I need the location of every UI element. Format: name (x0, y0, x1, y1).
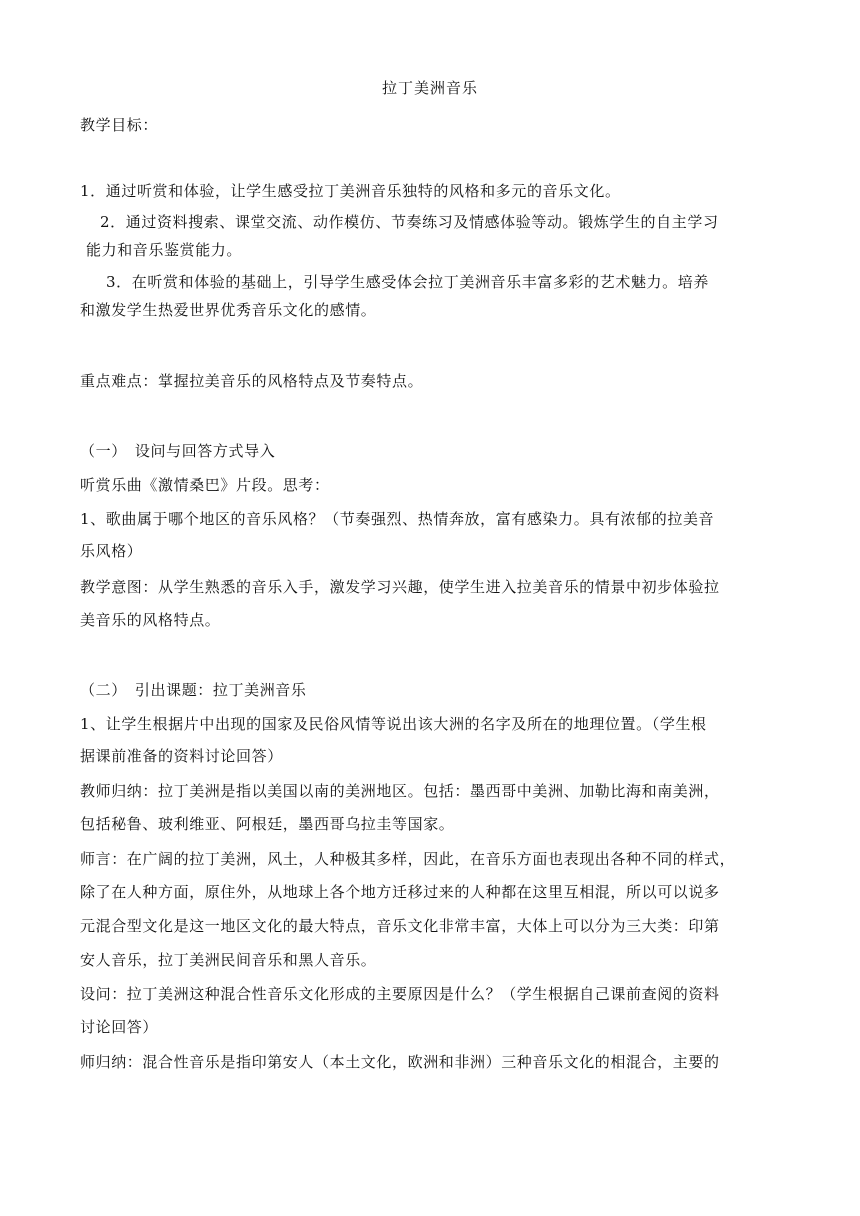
objective-item-2-line-2: 能力和音乐鉴赏能力。 (86, 241, 243, 259)
objective-item-3-line-2: 和激发学生热爱世界优秀音乐文化的感情。 (80, 301, 377, 319)
section-2-heading: （二） 引出课题：拉丁美洲音乐 (80, 681, 307, 699)
objectives-heading: 教学目标： (80, 116, 159, 134)
section-2-line-11: 师归纳：混合性音乐是指印第安人（本土文化，欧洲和非洲）三种音乐文化的相混合，主要的 (80, 1053, 720, 1071)
section-1-line-1: 听赏乐曲《激情桑巴》片段。思考： (80, 476, 330, 494)
section-2-line-4: 包括秘鲁、玻利维亚、阿根廷，墨西哥乌拉圭等国家。 (80, 815, 455, 833)
section-2-line-3: 教师归纳：拉丁美洲是指以美国以南的美洲地区。包括：墨西哥中美洲、加勒比海和南美洲， (80, 782, 720, 800)
section-2-line-6: 除了在人种方面，原住外，从地球上各个地方迁移过来的人种都在这里互相混，所以可以说多 (80, 883, 720, 901)
section-1-line-4: 教学意图：从学生熟悉的音乐入手，激发学习兴趣，使学生进入拉美音乐的情景中初步体验拉 (80, 578, 720, 596)
section-2-line-1: 1、让学生根据片中出现的国家及民俗风情等说出该大洲的名字及所在的地理位置。（学生根 (80, 715, 707, 733)
objective-item-2-line-1: 2．通过资料搜索、课堂交流、动作模仿、节奏练习及情感体验等动。锻炼学生的自主学习 (100, 213, 719, 231)
objective-item-1: 1．通过听赏和体验，让学生感受拉丁美洲音乐独特的风格和多元的音乐文化。 (80, 182, 621, 200)
section-1-line-2: 1、歌曲属于哪个地区的音乐风格？（节奏强烈、热情奔放，富有感染力。具有浓郁的拉美音 (80, 510, 715, 528)
section-2-line-10: 讨论回答） (80, 1018, 159, 1036)
section-1-heading: （一） 设问与回答方式导入 (80, 442, 276, 460)
section-2-line-5: 师言：在广阔的拉丁美洲，风土，人种极其多样，因此，在音乐方面也表现出各种不同的样式， (80, 850, 736, 868)
section-2-line-8: 安人音乐，拉丁美洲民间音乐和黑人音乐。 (80, 951, 377, 969)
objective-item-3-line-1: 3．在听赏和体验的基础上，引导学生感受体会拉丁美洲音乐丰富多彩的艺术魅力。培养 (106, 273, 709, 291)
section-2-line-2: 据课前准备的资料讨论回答） (80, 747, 283, 765)
section-2-line-7: 元混合型文化是这一地区文化的最大特点，音乐文化非常丰富，大体上可以分为三大类：印第 (80, 917, 720, 935)
document-title: 拉丁美洲音乐 (381, 79, 478, 97)
key-points: 重点难点：掌握拉美音乐的风格特点及节奏特点。 (80, 372, 424, 390)
section-2-line-9: 设问：拉丁美洲这种混合性音乐文化形成的主要原因是什么？（学生根据自己课前查阅的资料 (80, 985, 720, 1003)
section-1-line-3: 乐风格） (80, 542, 143, 560)
section-1-line-5: 美音乐的风格特点。 (80, 611, 221, 629)
